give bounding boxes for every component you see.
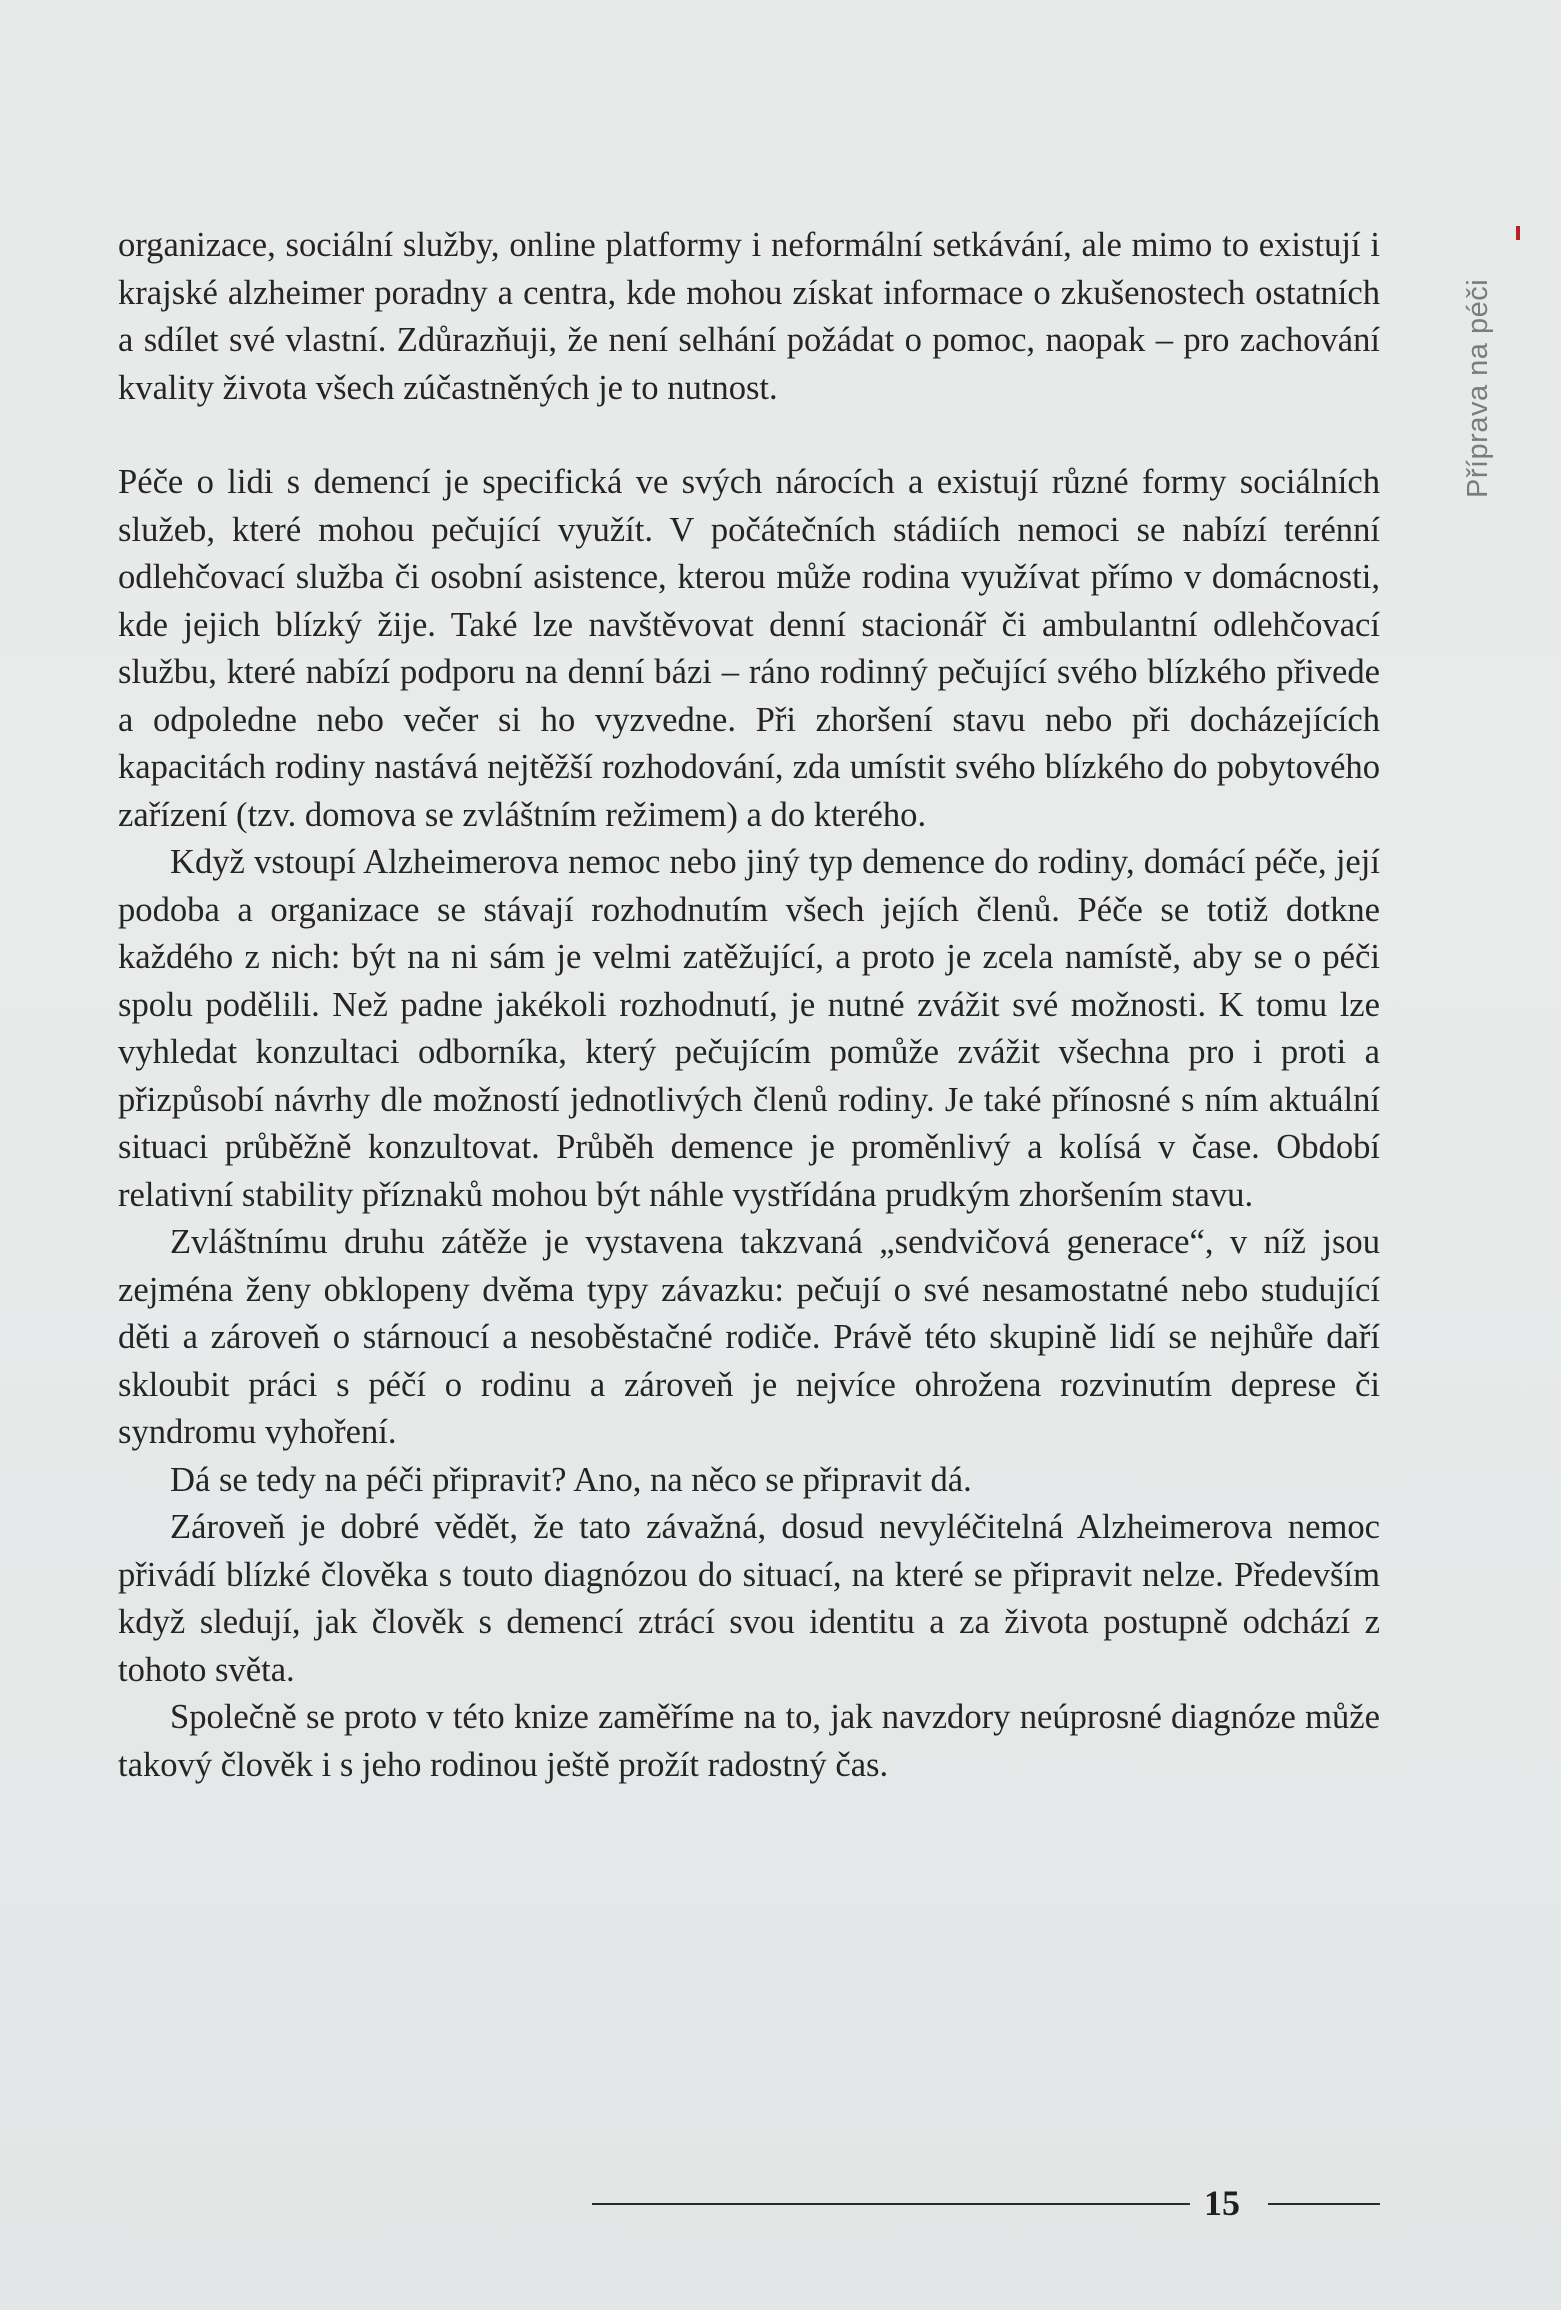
footer-rule-right: [1268, 2203, 1380, 2205]
paragraph-3: Když vstoupí Alzheimerova nemoc nebo jiný typ demence do rodiny, domácí péče, její podoba a organizace se stávají rozhodnutím všech jejích členů. Péče se totiž dotkne každého z nich: být na ni sám je velmi zatěžující, a proto je zcela namístě, aby se o péči spolu podělili. Než padne jakékoli rozhodnutí, je nutné zvážit své možnosti. K tomu lze vyhledat konzultaci odborníka, který pečujícím pomůže zvážit všechna pro i proti a přizpůsobí návrhy dle možností jednotlivých členů rodiny. Je také přínosné s ním aktuální situaci průběžně konzultovat. Průběh demence je proměnlivý a kolísá v čase. Období relativní stability příznaků mohou být náhle vystřídána prudkým zhoršením stavu.: [118, 843, 1380, 1214]
paragraph-7: Společně se proto v této knize zaměříme na to, jak navzdory neúprosné diagnóze může takový člověk i s jeho rodinou ještě prožít radostný čas.: [118, 1698, 1380, 1784]
paragraph-6: Zároveň je dobré vědět, že tato závažná, dosud nevyléčitelná Alzheimerova nemoc přivádí blízké člověka s touto diagnózou do situací, na které se připravit nelze. Především když sledují, jak člověk s demencí ztrácí svou identitu a za života postupně odchází z tohoto světa.: [118, 1508, 1380, 1689]
footer-rule-left: [592, 2203, 1190, 2205]
page-number: 15: [1204, 2183, 1240, 2223]
paragraph-5: Dá se tedy na péči připravit? Ano, na něco se připravit dá.: [170, 1460, 972, 1499]
body-text: [118, 222, 1380, 1789]
paragraph-2: Péče o lidi s demencí je specifická ve svých nárocích a existují různé formy sociálních služeb, které mohou pečující využít. V počátečních stádiích nemoci se nabízí terénní odlehčovací služba či osobní asistence, kterou může rodina využívat přímo v domácnosti, kde jejich blízký žije. Také lze navštěvovat denní stacionář či ambulantní odlehčovací službu, které nabízí podporu na denní bázi – ráno rodinný pečující svého blízkého přivede a odpoledne nebo večer si ho vyzvedne. Při zhoršení stavu nebo při docházejících kapacitách rodiny nastává nejtěžší rozhodování, zda umístit svého blízkého do pobytového zařízení (tzv. domova se zvláštním režimem) a do kterého.: [118, 463, 1380, 834]
side-accent-mark: [1516, 226, 1520, 240]
paragraph-1: organizace, sociální služby, online platformy i neformální setkávání, ale mimo to existují i krajské alzheimer poradny a centra, kde mohou získat informace o zkušenostech ostatních a sdílet své vlastní. Zdůrazňuji, že není selhání požádat o pomoc, naopak – pro zachování kvality života všech zúčastněných je to nutnost.: [118, 226, 1380, 407]
side-running-title: Příprava na péči: [1462, 278, 1494, 498]
paragraph-4: Zvláštnímu druhu zátěže je vystavena takzvaná „sendvičová generace“, v níž jsou zejména ženy obklopeny dvěma typy závazku: pečují o své nesamostatné nebo studující děti a zároveň o stárnoucí a nesoběstačné rodiče. Právě této skupině lidí se nejhůře daří skloubit práci s péčí o rodinu a zároveň je nejvíce ohrožena rozvinutím deprese či syndromu vyhoření.: [118, 1223, 1380, 1451]
